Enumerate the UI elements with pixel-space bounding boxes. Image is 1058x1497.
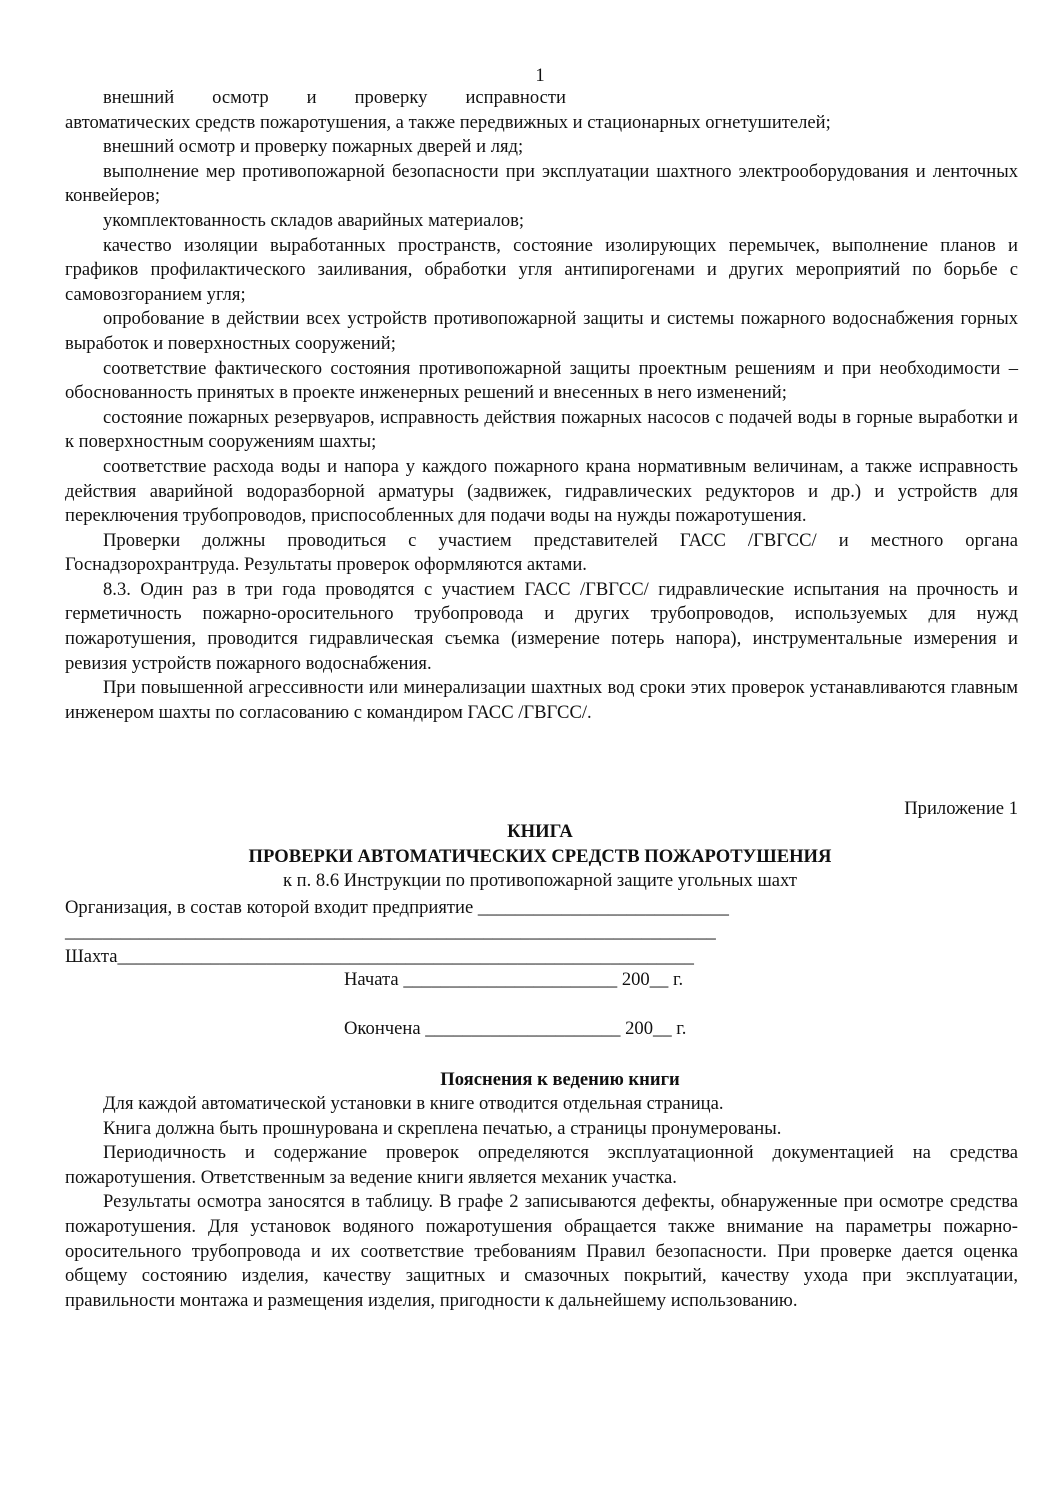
list-item: соответствие расхода воды и напора у каждого пожарного крана нормативным величинам, а также исправность действия аварийной водоразборной арматуры (задвижек, гидравлических редукторов и др.) и устройств для переключения трубопроводов, приспособленных для подачи воды на нужды пожаротушения. (65, 455, 1018, 527)
paragraph: Проверки должны проводиться с участием представителей ГАСС /ГВГСС/ и местного органа Госнадзорохрантруда. Результаты проверок оформляются актами. (65, 529, 1018, 576)
list-item-continuation: автоматических средств пожаротушения, а также передвижных и стационарных огнетушителей; (65, 111, 831, 133)
notes-title: Пояснения к ведению книги (440, 1069, 680, 1090)
book-subtitle: ПРОВЕРКИ АВТОМАТИЧЕСКИХ СРЕДСТВ ПОЖАРОТУШЕНИЯ (248, 845, 832, 867)
organization-blank: ___________________________ (477, 897, 729, 918)
year-blank: __ (653, 1018, 672, 1039)
year-prefix: 200 (621, 969, 650, 990)
mine-label: Шахта (65, 946, 118, 967)
notes-body (65, 1092, 1018, 1313)
list-item: укомплектованность складов аварийных материалов; (103, 209, 525, 231)
list-item: качество изоляции выработанных пространств, состояние изолирующих перемычек, выполнение планов и графиков профилактического заиливания, обработки угля антипирогенами и других мероприятий по борьбе с самовозгоранием угля; (65, 234, 1018, 305)
notes-paragraph: Книга должна быть прошнурована и скреплена печатью, а страницы пронумерованы. (103, 1117, 782, 1139)
finished-label: Окончена (344, 1018, 421, 1039)
list-item: состояние пожарных резервуаров, исправность действия пожарных насосов с подачей воды в горные выработки и к поверхностным сооружениям шахты; (65, 406, 1018, 453)
book-header (0, 820, 1058, 894)
year-suffix: г. (676, 1018, 687, 1039)
finished-date-field (344, 1017, 686, 1042)
notes-paragraph: Для каждой автоматической установки в книге отводится отдельная страница. (103, 1093, 724, 1114)
year-prefix: 200 (625, 1018, 654, 1039)
paragraph: При повышенной агрессивности или минерализации шахтных вод сроки этих проверок устанавливаются главным инженером шахты по согласованию с командиром ГАСС /ГВГСС/. (65, 677, 1018, 723)
notes-paragraph: Результаты осмотра заносятся в таблицу. В графе 2 записываются дефекты, обнаруженные при осмотре средства пожаротушения. Для установок водяного пожаротушения обращается также внимание на параметры пожарно-оросительного трубопровода и их соответствие требованиям Правил безопасности. При проверке дается оценка общему состоянию изделия, качеству защитных и смазочных покрытий, качеству ухода при эксплуатации, правильности монтажа и размещения изделия, пригодности к дальнейшему использованию. (65, 1191, 1018, 1311)
finished-blank: _____________________ (425, 1018, 621, 1039)
notes-paragraph: Периодичность и содержание проверок определяются эксплуатационной документацией на средства пожаротушения. Ответственным за ведение книги является механик участка. (65, 1142, 1018, 1188)
appendix-label: Приложение 1 (904, 798, 1018, 819)
page-number: 1 (535, 65, 545, 86)
list-item: соответствие фактического состояния противопожарной защиты проектным решениям и при необходимости – обоснованность принятых в проекте инженерных решений и внесенных в него изменений; (65, 357, 1018, 404)
organization-field (65, 896, 729, 921)
book-title: КНИГА (507, 821, 573, 842)
mine-blank: ______________________________________________________________ (117, 946, 694, 967)
paragraph-8-3: 8.3. Один раз в три года проводятся с участием ГАСС /ГВГСС/ гидравлические испытания на прочность и герметичность пожарно-оросительного трубопровода и других трубопроводов, используемых для нужд пожаротушения, проводится гидравлическая съемка (измерение потерь напора), инструментальные измерения и ревизия устройств пожарного водоснабжения. (65, 578, 1018, 674)
list-item: внешний осмотр и проверку пожарных дверей и ляд; (103, 136, 524, 158)
organization-label: Организация, в состав которой входит предприятие (65, 897, 474, 918)
started-label: Начата (344, 969, 399, 990)
started-blank: _______________________ (403, 969, 618, 990)
started-date-field (344, 968, 683, 993)
year-suffix: г. (672, 969, 684, 990)
list-item: опробование в действии всех устройств противопожарной защиты и системы пожарного водоснабжения горных выработок и поверхностных сооружений; (65, 308, 1018, 354)
organization-blank-line2: ______________________________________________________________________ (65, 921, 716, 942)
mine-field (65, 945, 694, 970)
inspection-list (65, 86, 1018, 725)
book-reference: к п. 8.6 Инструкции по противопожарной защите угольных шахт (282, 870, 797, 892)
list-item: выполнение мер противопожарной безопасности при эксплуатации шахтного электрооборудования и ленточных конвейеров; (65, 160, 1018, 207)
list-item-first-line: внешний осмотр и проверку исправности (103, 87, 566, 108)
year-blank: __ (649, 969, 669, 990)
